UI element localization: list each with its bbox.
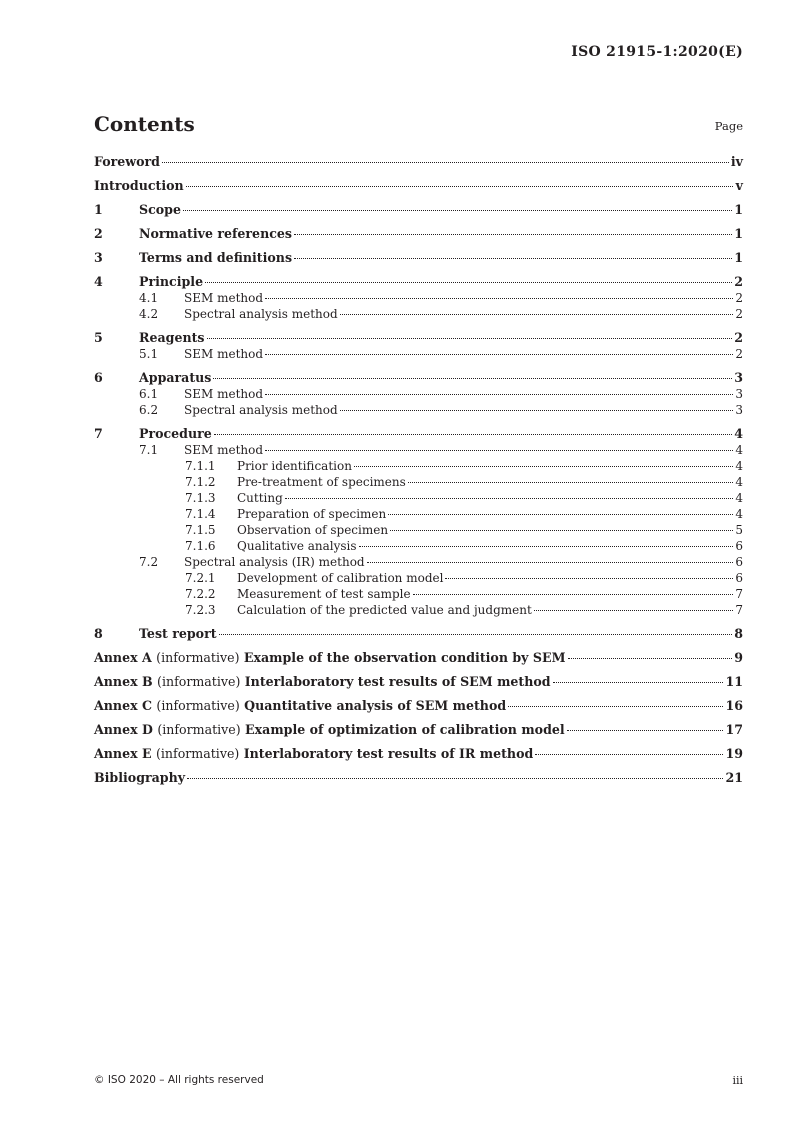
annex-title: Interlaboratory test results of SEM method [244, 674, 551, 689]
toc-entry-title [139, 202, 181, 218]
dot-leader [354, 465, 733, 467]
toc-entry-label: Scope [139, 202, 181, 217]
annex-title: Example of optimization of calibration model [245, 722, 565, 737]
toc-entry-title [184, 290, 263, 306]
toc-entry-page: 6 [735, 555, 743, 569]
toc-entry-title [94, 698, 506, 714]
toc-entry-label: Pre-treatment of specimens [237, 475, 406, 489]
dot-leader [508, 705, 723, 707]
toc-entry-page: 3 [735, 387, 743, 401]
toc-entry[interactable] [94, 490, 743, 506]
toc-entry[interactable] [94, 538, 743, 554]
annex-title: Quantitative analysis of SEM method [244, 698, 507, 713]
toc-entry-page: 19 [725, 746, 743, 761]
toc-entry[interactable] [94, 178, 743, 194]
toc-entry-number: 7.1 [139, 443, 159, 457]
toc-entry-label: Introduction [94, 178, 184, 193]
toc-entry-title [184, 346, 263, 362]
toc-entry-title [139, 274, 203, 290]
toc-entry-page: 8 [734, 626, 743, 641]
toc-entry-label: Terms and definitions [139, 250, 293, 265]
dot-leader [567, 729, 724, 731]
toc-entry[interactable] [94, 626, 743, 642]
annex-label: Annex E [94, 746, 152, 761]
toc-entry-number: 7.1.2 [185, 475, 216, 489]
toc-entry-title [94, 674, 551, 690]
dot-leader [388, 513, 733, 515]
toc-entry-label: Calculation of the predicted value and judgment [237, 603, 532, 617]
toc-entry-label: Test report [139, 626, 217, 641]
toc-entry[interactable] [94, 570, 743, 586]
toc-entry-number: 4.1 [139, 291, 159, 305]
toc-entry-number: 7.2.1 [185, 571, 216, 585]
dot-leader [535, 753, 723, 755]
toc-entry-number: 7.1.4 [185, 507, 216, 521]
table-of-contents [94, 154, 743, 786]
dot-leader [294, 257, 732, 259]
toc-entry-number: 6 [94, 370, 103, 385]
dot-leader [265, 449, 733, 451]
toc-entry-label: Qualitative analysis [237, 539, 357, 553]
toc-entry-page: 7 [735, 603, 743, 617]
toc-entry-number: 5 [94, 330, 103, 345]
toc-entry-page: iv [730, 154, 743, 169]
toc-entry-page: v [735, 178, 743, 193]
toc-entry[interactable] [94, 442, 743, 458]
toc-entry-number: 5.1 [139, 347, 159, 361]
dot-leader [213, 377, 732, 379]
dot-leader [285, 497, 733, 499]
annex-title: Interlaboratory test results of IR method [243, 746, 534, 761]
toc-entry-page: 4 [735, 475, 743, 489]
toc-entry[interactable] [94, 426, 743, 442]
toc-entry-title [94, 178, 184, 194]
document-id: ISO 21915-1:2020(E) [571, 44, 743, 60]
toc-entry-page: 3 [734, 370, 743, 385]
page-title: Contents [94, 112, 195, 136]
toc-entry-page: 17 [725, 722, 743, 737]
annex-label: Annex C [94, 698, 153, 713]
toc-entry-number: 7.2.2 [185, 587, 216, 601]
annex-informative-label: (informative) [155, 746, 240, 761]
toc-entry-number: 4 [94, 274, 103, 289]
toc-entry-title [94, 770, 185, 786]
toc-entry-title [94, 154, 160, 170]
toc-entry-number: 8 [94, 626, 103, 641]
toc-entry[interactable] [94, 370, 743, 386]
toc-entry-number: 4.2 [139, 307, 159, 321]
toc-entry[interactable] [94, 226, 743, 242]
toc-entry-label: SEM method [184, 347, 264, 361]
toc-entry-title [237, 602, 532, 618]
toc-entry-number: 7.1.3 [185, 491, 216, 505]
dot-leader [553, 681, 724, 683]
toc-entry-label: Apparatus [139, 370, 212, 385]
toc-entry[interactable] [94, 458, 743, 474]
toc-entry-title [237, 458, 352, 474]
dot-leader [390, 529, 733, 531]
toc-entry-page: 6 [735, 539, 743, 553]
dot-leader [534, 609, 733, 611]
toc-entry-title [237, 490, 283, 506]
toc-entry-number: 6.2 [139, 403, 159, 417]
dot-leader [265, 393, 733, 395]
toc-entry-title [237, 474, 406, 490]
toc-entry[interactable] [94, 522, 743, 538]
dot-leader [359, 545, 733, 547]
copyright-notice: © ISO 2020 – All rights reserved [94, 1074, 264, 1086]
toc-entry[interactable] [94, 386, 743, 402]
dot-leader [183, 209, 732, 211]
page-column-label: Page [714, 119, 743, 133]
annex-informative-label: (informative) [156, 650, 240, 665]
toc-entry-title [94, 650, 566, 666]
toc-entry-number: 3 [94, 250, 103, 265]
toc-entry-label: Bibliography [94, 770, 186, 785]
toc-entry[interactable] [94, 474, 743, 490]
toc-entry-page: 1 [734, 226, 743, 241]
toc-entry-number: 7.1.1 [185, 459, 216, 473]
toc-entry-title [184, 442, 263, 458]
toc-entry-label: SEM method [184, 291, 264, 305]
toc-entry-page: 11 [725, 674, 743, 689]
dot-leader [187, 777, 723, 779]
toc-entry-label: Measurement of test sample [237, 587, 411, 601]
page-number: iii [732, 1074, 743, 1087]
toc-entry-title [237, 586, 411, 602]
toc-entry-label: Spectral analysis method [184, 307, 338, 321]
toc-entry[interactable] [94, 770, 743, 786]
toc-entry-page: 2 [735, 347, 743, 361]
toc-entry-label: Principle [139, 274, 204, 289]
toc-entry-page: 6 [735, 571, 743, 585]
annex-label: Annex B [94, 674, 153, 689]
toc-entry[interactable] [94, 586, 743, 602]
dot-leader [568, 657, 733, 659]
toc-entry-title [139, 370, 211, 386]
dot-leader [340, 409, 733, 411]
toc-entry[interactable] [94, 506, 743, 522]
annex-label: Annex D [94, 722, 153, 737]
toc-entry-number: 6.1 [139, 387, 159, 401]
toc-entry-label: Reagents [139, 330, 205, 345]
toc-entry-title [139, 226, 292, 242]
toc-entry-page: 21 [725, 770, 743, 785]
toc-entry[interactable] [94, 306, 743, 322]
toc-entry-label: Observation of specimen [237, 523, 389, 537]
toc-entry-page: 5 [735, 523, 743, 537]
toc-entry-label: Spectral analysis method [184, 403, 338, 417]
toc-entry[interactable] [94, 250, 743, 266]
toc-entry-title [94, 746, 533, 762]
toc-entry-title [94, 722, 565, 738]
toc-entry[interactable] [94, 330, 743, 346]
toc-entry-page: 2 [734, 330, 743, 345]
toc-entry-label: Procedure [139, 426, 212, 441]
annex-informative-label: (informative) [157, 674, 241, 689]
annex-title: Example of the observation condition by SEM [243, 650, 566, 665]
toc-entry-page: 4 [735, 459, 743, 473]
toc-entry-page: 3 [735, 403, 743, 417]
dot-leader [265, 353, 733, 355]
toc-entry[interactable] [94, 402, 743, 418]
toc-entry-label: Foreword [94, 154, 160, 169]
toc-entry-page: 4 [735, 491, 743, 505]
toc-entry[interactable] [94, 154, 743, 170]
annex-informative-label: (informative) [157, 722, 241, 737]
toc-entry[interactable] [94, 746, 743, 762]
toc-entry[interactable] [94, 698, 743, 714]
toc-entry-title [237, 538, 357, 554]
toc-entry-label: Development of calibration model [237, 571, 444, 585]
dot-leader [445, 577, 733, 579]
toc-entry[interactable] [94, 650, 743, 666]
toc-entry-label: Normative references [139, 226, 293, 241]
dot-leader [294, 233, 732, 235]
toc-entry-number: 1 [94, 202, 103, 217]
toc-entry-number: 7 [94, 426, 103, 441]
dot-leader [207, 337, 733, 339]
toc-entry-page: 1 [734, 250, 743, 265]
toc-entry-label: Preparation of specimen [237, 507, 387, 521]
toc-entry-title [139, 626, 217, 642]
toc-entry-number: 7.2 [139, 555, 159, 569]
toc-entry-page: 4 [735, 443, 743, 457]
toc-entry-number: 7.1.5 [185, 523, 216, 537]
toc-entry[interactable] [94, 674, 743, 690]
annex-informative-label: (informative) [156, 698, 240, 713]
dot-leader [408, 481, 733, 483]
toc-entry[interactable] [94, 602, 743, 618]
toc-entry-title [184, 386, 263, 402]
dot-leader [162, 161, 729, 163]
toc-entry-label: SEM method [184, 387, 264, 401]
toc-entry-page: 4 [734, 426, 743, 441]
toc-entry[interactable] [94, 554, 743, 570]
toc-entry-number: 2 [94, 226, 103, 241]
toc-entry[interactable] [94, 722, 743, 738]
toc-entry-label: Cutting [237, 491, 283, 505]
toc-entry[interactable] [94, 346, 743, 362]
dot-leader [205, 281, 732, 283]
toc-entry-page: 7 [735, 587, 743, 601]
dot-leader [214, 433, 732, 435]
toc-entry-title [139, 330, 205, 346]
dot-leader [367, 561, 733, 563]
toc-entry-label: Spectral analysis (IR) method [184, 555, 365, 569]
toc-entry-page: 16 [725, 698, 743, 713]
toc-entry-title [237, 506, 386, 522]
toc-entry-number: 7.1.6 [185, 539, 216, 553]
toc-entry-page: 2 [735, 291, 743, 305]
toc-entry-title [139, 426, 212, 442]
toc-entry[interactable] [94, 274, 743, 290]
dot-leader [340, 313, 733, 315]
toc-entry-title [184, 402, 338, 418]
toc-entry-title [139, 250, 292, 266]
toc-entry-page: 4 [735, 507, 743, 521]
toc-entry-title [237, 522, 388, 538]
annex-label: Annex A [94, 650, 152, 665]
dot-leader [413, 593, 733, 595]
dot-leader [186, 185, 733, 187]
toc-entry-title [237, 570, 443, 586]
toc-entry-label: SEM method [184, 443, 264, 457]
toc-entry[interactable] [94, 202, 743, 218]
toc-entry-page: 1 [734, 202, 743, 217]
toc-entry-label: Prior identification [237, 459, 352, 473]
dot-leader [219, 633, 733, 635]
toc-entry-title [184, 554, 365, 570]
toc-entry-title [184, 306, 338, 322]
toc-entry-page: 2 [735, 307, 743, 321]
toc-entry-page: 9 [734, 650, 743, 665]
toc-entry[interactable] [94, 290, 743, 306]
toc-entry-number: 7.2.3 [185, 603, 216, 617]
toc-entry-page: 2 [734, 274, 743, 289]
dot-leader [265, 297, 733, 299]
